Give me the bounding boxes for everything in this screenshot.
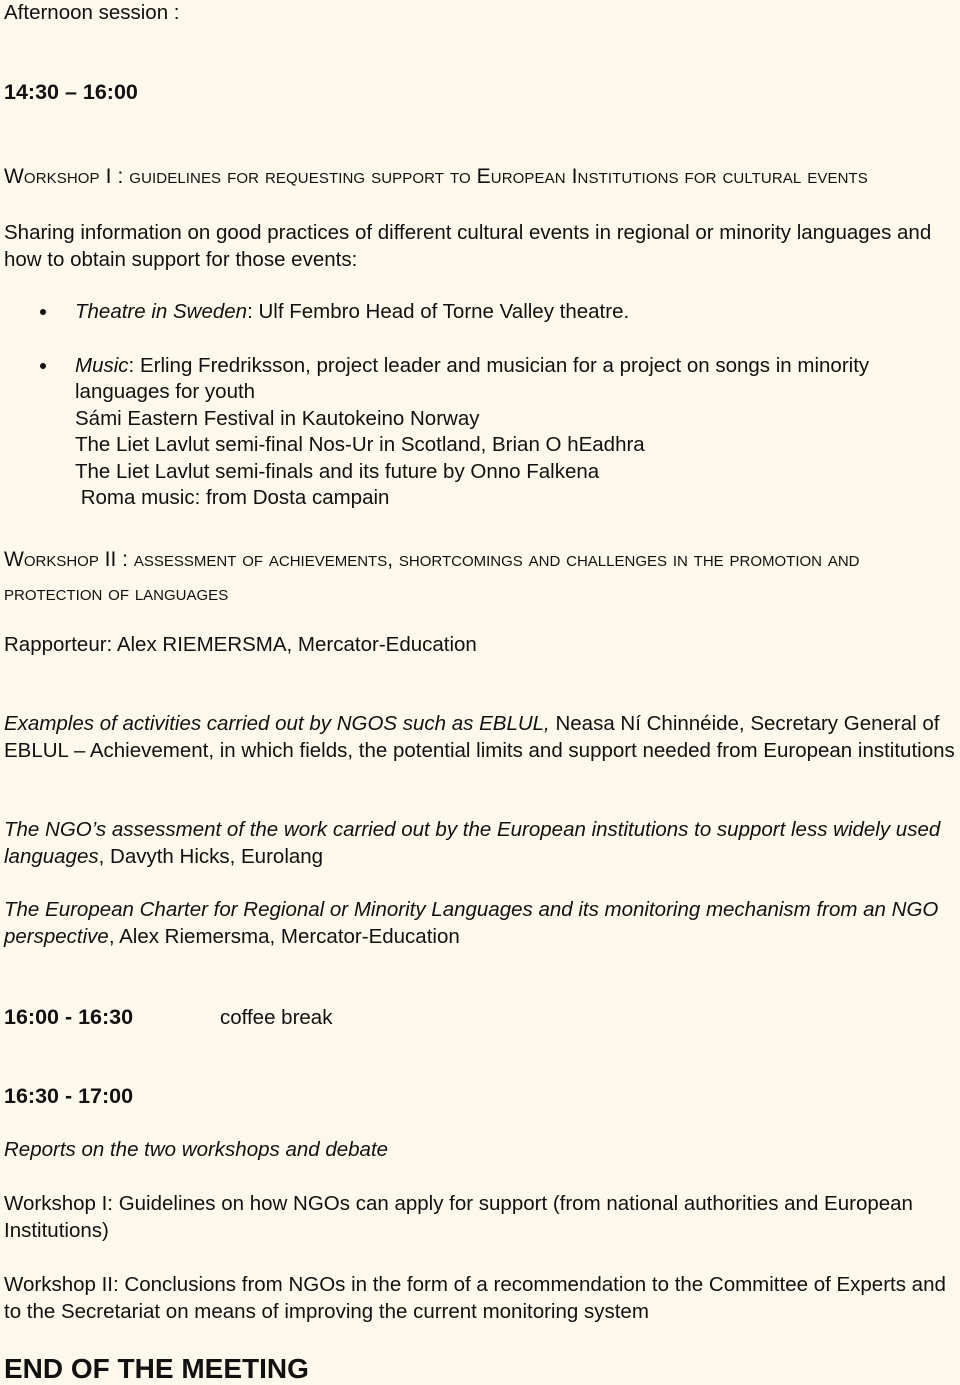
item-topic: The European Charter for Regional or Minority Languages and its monitoring mechanism from an NGO perspective (4, 898, 939, 948)
coffee-break-row (4, 1004, 958, 1032)
item-text: : Ulf Fembro Head of Torne Valley theatre. (247, 300, 630, 323)
end-of-meeting: END OF THE MEETING (4, 1353, 309, 1384)
break-time: 16:00 - 16:30 (4, 1005, 134, 1029)
workshop-2-title: Workshop II : assessment of achievements, shortcomings and challenges in the promotion and protection of languages (4, 548, 860, 605)
item-topic: Music (75, 353, 129, 377)
item-text: , Alex Riemersma, Mercator-Education (108, 924, 460, 948)
workshop-1-intro: Sharing information on good practices of different cultural events in regional or minority languages and how to obtain support for those events: (4, 221, 932, 271)
workshop-2-item-1 (4, 711, 958, 764)
item-topic: Examples of activities carried out by NGOS such as EBLUL, (4, 712, 550, 735)
workshop-1-list (4, 299, 958, 512)
item-topic: The NGO’s assessment of the work carried out by the European institutions to support less widely used languages (4, 818, 941, 868)
item-text: Neasa Ní Chinnéide, Secretary General of EBLUL – Achievement, in which fields, the potential limits and support needed from European institutions (4, 712, 955, 762)
session-label: Afternoon session : (4, 1, 180, 24)
list-item (4, 353, 958, 512)
rapporteur: Rapporteur: Alex RIEMERSMA, Mercator-Education (4, 633, 477, 656)
report-workshop-2: Workshop II: Conclusions from NGOs in the form of a recommendation to the Committee of Experts and to the Secretariat on means of improving the current monitoring system (4, 1273, 946, 1323)
item-subline: The Liet Lavlut semi-final Nos-Ur in Scotland, Brian O hEadhra (75, 433, 645, 456)
list-item (4, 299, 958, 326)
item-text: : Erling Fredriksson, project leader and musician for a project on songs in minority languages for youth (75, 353, 870, 403)
break-label: coffee break (220, 1006, 333, 1029)
bullet-icon (40, 363, 46, 369)
item-text: , Davyth Hicks, Eurolang (98, 844, 324, 868)
workshop-1-title: Workshop I : guidelines for requesting support to European Institutions for cultural events (4, 165, 868, 188)
reports-title: Reports on the two workshops and debate (4, 1138, 389, 1161)
bullet-icon (40, 309, 46, 315)
item-topic: Theatre in Sweden (75, 300, 248, 323)
time-slot-1: 14:30 – 16:00 (4, 80, 138, 104)
item-subline: The Liet Lavlut semi-finals and its future by Onno Falkena (75, 459, 600, 483)
item-subline: Roma music: from Dosta campain (75, 486, 390, 509)
workshop-2-item-2 (4, 817, 958, 870)
item-subline: Sámi Eastern Festival in Kautokeino Norway (75, 406, 480, 430)
report-workshop-1: Workshop I: Guidelines on how NGOs can apply for support (from national authorities and European Institutions) (4, 1192, 913, 1242)
time-slot-3: 16:30 - 17:00 (4, 1084, 134, 1108)
workshop-2-item-3 (4, 897, 958, 950)
